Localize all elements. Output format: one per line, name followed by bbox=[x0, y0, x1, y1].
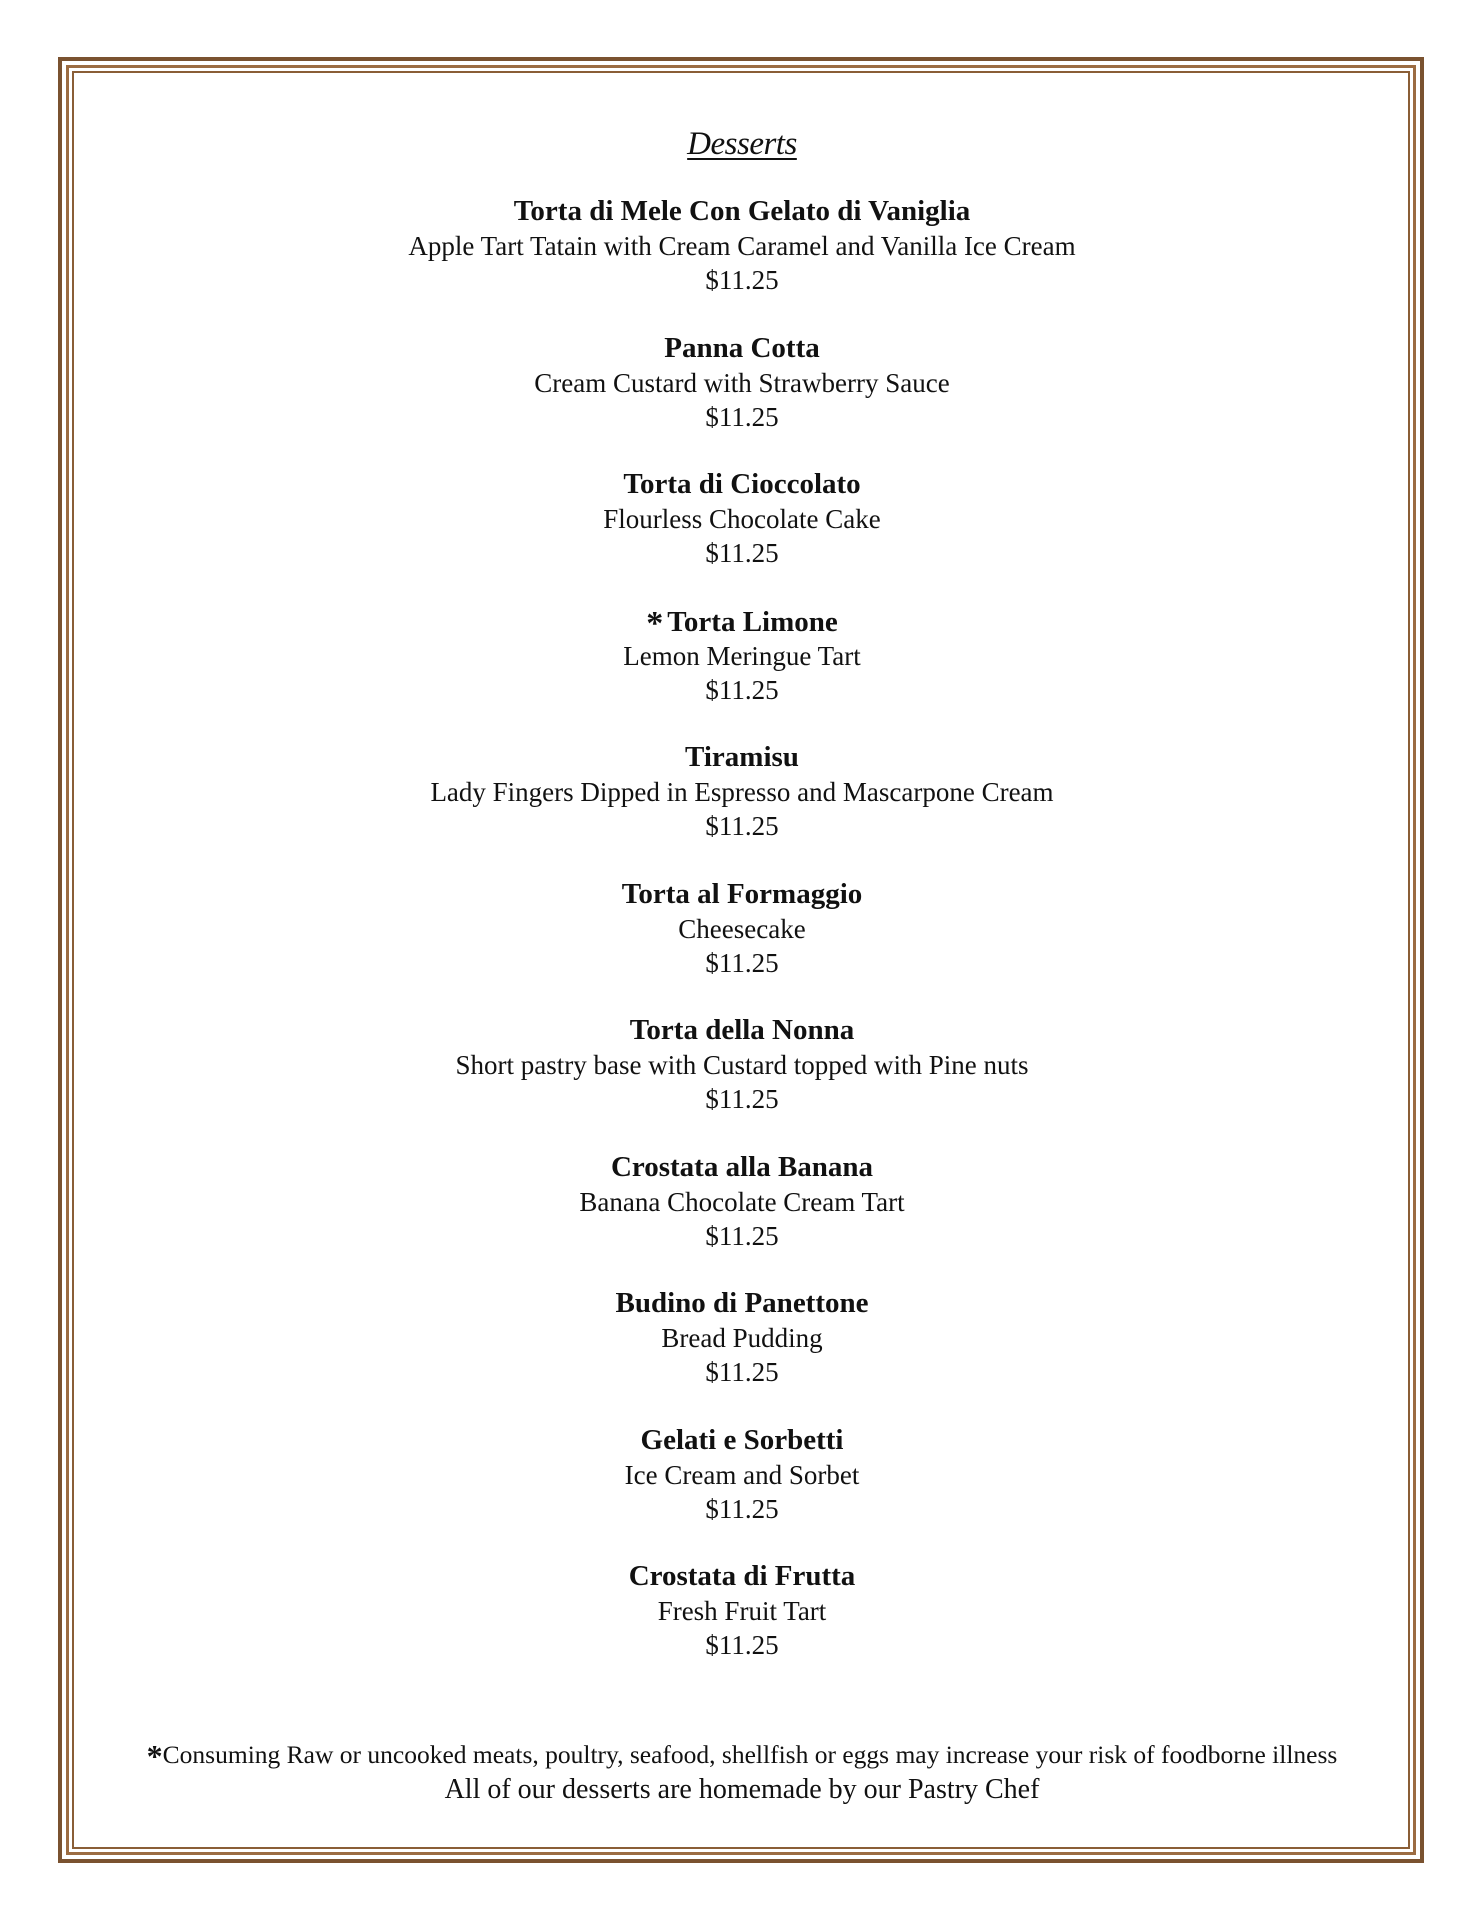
item-name: Panna Cotta bbox=[664, 331, 820, 364]
item-price: $11.25 bbox=[705, 265, 779, 295]
menu-item bbox=[80, 1285, 1404, 1422]
menu-item bbox=[80, 1558, 1404, 1695]
menu-footnote bbox=[80, 1735, 1404, 1807]
item-price: $11.25 bbox=[705, 1630, 779, 1660]
item-name: Crostata alla Banana bbox=[610, 1150, 874, 1183]
item-price: $11.25 bbox=[705, 1493, 779, 1524]
item-name: Torta della Nonna bbox=[629, 1014, 855, 1046]
item-name: Torta di Cioccolato bbox=[623, 468, 861, 500]
item-description: Apple Tart Tatain with Cream Caramel and Vanilla Ice Cream bbox=[408, 231, 1076, 261]
item-price: $11.25 bbox=[705, 811, 779, 841]
menu-item bbox=[80, 1422, 1404, 1559]
item-description: Cream Custard with Strawberry Sauce bbox=[534, 367, 950, 398]
item-name: Budino di Panettone bbox=[615, 1287, 869, 1319]
food-safety-warning bbox=[80, 1735, 1404, 1772]
item-description: Cheesecake bbox=[678, 913, 806, 944]
item-price: $11.25 bbox=[705, 947, 779, 978]
item-name-with-marker bbox=[80, 603, 1404, 642]
item-description: Bread Pudding bbox=[661, 1323, 823, 1353]
raw-ingredient-marker: * bbox=[646, 604, 664, 642]
item-name: Torta al Formaggio bbox=[621, 877, 863, 910]
menu-item bbox=[80, 603, 1404, 740]
item-description: Ice Cream and Sorbet bbox=[624, 1459, 860, 1490]
item-price: $11.25 bbox=[705, 1220, 779, 1251]
dessert-list bbox=[80, 193, 1404, 1695]
item-description: Flourless Chocolate Cake bbox=[603, 504, 881, 534]
item-description: Lady Fingers Dipped in Espresso and Mascarpone Cream bbox=[430, 777, 1054, 807]
item-name: Tiramisu bbox=[685, 741, 799, 773]
item-description: Short pastry base with Custard topped with Pine nuts bbox=[455, 1050, 1029, 1080]
menu-item bbox=[80, 1149, 1404, 1286]
item-name: Crostata di Frutta bbox=[628, 1560, 856, 1592]
item-description: Banana Chocolate Cream Tart bbox=[579, 1186, 905, 1217]
menu-item bbox=[80, 466, 1404, 603]
item-name: Torta Limone bbox=[667, 605, 838, 638]
pastry-chef-note: All of our desserts are homemade by our Pastry Chef bbox=[444, 1774, 1040, 1805]
menu-item bbox=[80, 330, 1404, 467]
footnote-marker: * bbox=[146, 1738, 163, 1774]
item-description: Lemon Meringue Tart bbox=[623, 640, 861, 671]
item-description: Fresh Fruit Tart bbox=[657, 1596, 827, 1626]
menu-section-title: Desserts bbox=[687, 126, 797, 162]
menu-item bbox=[80, 876, 1404, 1013]
item-price: $11.25 bbox=[705, 1084, 779, 1114]
menu-item bbox=[80, 1012, 1404, 1149]
item-name: Gelati e Sorbetti bbox=[640, 1423, 844, 1456]
item-price: $11.25 bbox=[705, 538, 779, 568]
item-name: Torta di Mele Con Gelato di Vaniglia bbox=[513, 195, 971, 227]
item-price: $11.25 bbox=[705, 401, 779, 432]
warning-text: Consuming Raw or uncooked meats, poultry, seafood, shellfish or eggs may increase your risk of foodborne illness bbox=[162, 1740, 1338, 1769]
menu-item bbox=[80, 739, 1404, 876]
item-price: $11.25 bbox=[705, 674, 779, 705]
item-price: $11.25 bbox=[705, 1357, 779, 1387]
menu-item bbox=[80, 193, 1404, 330]
